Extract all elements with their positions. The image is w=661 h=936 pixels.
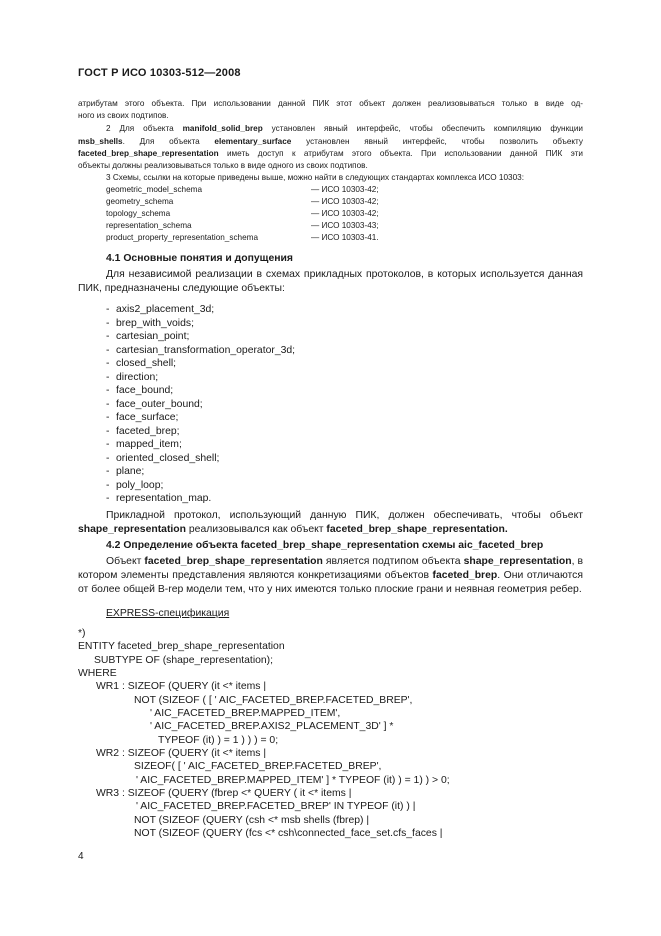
list-item: - closed_shell; <box>106 358 177 369</box>
schema-ref: — ИСО 10303-42; <box>311 185 379 194</box>
term-manifold-solid-brep: manifold_solid_brep <box>182 124 263 133</box>
page-header-title: ГОСТ Р ИСО 10303-512—2008 <box>78 67 241 79</box>
list-item: - representation_map. <box>106 493 212 504</box>
section-4-2-para-line-2: котором элементы представления являются конкретизациями объектов faceted_brep. Они отличаются <box>78 570 583 581</box>
code-line: ' AIC_FACETED_BREP.FACETED_BREP' IN TYPEOF (it) ) | <box>136 801 416 812</box>
note-1-line-1: атрибутам этого объекта. При использовании данной ПИК этот объект должен реализовываться только в виде од- <box>78 99 583 108</box>
code-line: ' AIC_FACETED_BREP.MAPPED_ITEM', <box>150 708 341 719</box>
schema-ref: — ИСО 10303-42; <box>311 209 379 218</box>
code-line: NOT (SIZEOF (QUERY (csh <* msb shells (fbrep) | <box>134 815 370 826</box>
schema-ref: — ИСО 10303-41. <box>311 233 379 242</box>
section-4-2-para-line-1: Объект faceted_brep_shape_representation является подтипом объекта shape_representation, в <box>106 556 584 567</box>
note-1-line-2: ного из своих подтипов. <box>78 111 169 120</box>
code-line: WHERE <box>78 668 117 679</box>
term-msb-shells: msb_shells <box>78 137 123 146</box>
section-4-1-heading: 4.1 Основные понятия и допущения <box>106 253 293 264</box>
section-4-1-para-2-line-1: Прикладной протокол, использующий данную ПИК, должен обеспечивать, чтобы объект <box>106 510 583 521</box>
code-line: SIZEOF( [ ' AIC_FACETED_BREP.FACETED_BREP', <box>134 761 382 772</box>
code-line: *) <box>78 628 86 639</box>
list-item: - face_bound; <box>106 385 174 396</box>
term-elementary-surface: elementary_surface <box>214 137 292 146</box>
list-item: - face_outer_bound; <box>106 398 203 410</box>
list-item: - plane; <box>106 466 145 477</box>
code-line: ' AIC_FACETED_BREP.AXIS2_PLACEMENT_3D' ] * <box>150 721 394 732</box>
code-line: NOT (SIZEOF ( [ ' AIC_FACETED_BREP.FACETED_BREP', <box>134 695 413 706</box>
express-spec-label: EXPRESS-спецификация <box>106 608 230 619</box>
term-faceted-brep-shape-representation: faceted_brep_shape_representation <box>78 149 219 158</box>
code-line: WR3 : SIZEOF (QUERY (fbrep <* QUERY ( it <* items | <box>96 788 352 799</box>
schema-name: geometric_model_schema <box>106 185 203 194</box>
code-line: WR1 : SIZEOF (QUERY (it <* items | <box>96 681 267 692</box>
schema-name: representation_schema <box>106 221 192 230</box>
note-2-line-2: msb_shells. Для объекта elementary_surface установлен явный интерфейс, чтобы позволить объекту <box>78 137 583 146</box>
section-4-1-para-1-line-2: ПИК, предназначены следующие объекты: <box>78 283 285 294</box>
note-2-line-1: 2 Для объекта manifold_solid_brep установлен явный интерфейс, чтобы обеспечить компиляцию функции <box>106 124 584 133</box>
code-line: SUBTYPE OF (shape_representation); <box>94 655 274 666</box>
list-item: - direction; <box>106 371 159 383</box>
list-item: - axis2_placement_3d; <box>106 304 215 315</box>
list-item: - cartesian_transformation_operator_3d; <box>106 344 296 356</box>
schema-ref: — ИСО 10303-43; <box>311 221 379 230</box>
list-item: - mapped_item; <box>106 439 182 450</box>
list-item: - oriented_closed_shell; <box>106 452 220 464</box>
list-item: - face_surface; <box>106 412 179 423</box>
code-line: ENTITY faceted_brep_shape_representation <box>78 641 285 652</box>
code-line: ' AIC_FACETED_BREP.MAPPED_ITEM' ] * TYPEOF (it) ) = 1) ) > 0; <box>136 775 450 786</box>
note-2-line-3: faceted_brep_shape_representation иметь доступ к атрибутам этого объекта. При использовании данной ПИК эти <box>78 149 583 158</box>
list-item: - poly_loop; <box>106 479 164 491</box>
list-item: - faceted_brep; <box>106 425 180 437</box>
code-line: WR2 : SIZEOF (QUERY (it <* items | <box>96 748 267 759</box>
schema-name: product_property_representation_schema <box>106 233 259 242</box>
section-4-1-para-2-line-2: shape_representation реализовывался как объект faceted_brep_shape_representation. <box>78 524 508 535</box>
note-2-line-4: объекты должны реализовываться только в виде одного из своих подтипов. <box>78 161 368 170</box>
objects-list <box>106 303 295 506</box>
list-item: - cartesian_point; <box>106 331 190 342</box>
code-line: TYPEOF (it) ) = 1 ) ) ) = 0; <box>158 735 279 746</box>
section-4-2-heading: 4.2 Определение объекта faceted_brep_shape_representation схемы aic_faceted_brep <box>106 540 544 551</box>
schema-name: geometry_schema <box>106 197 174 206</box>
list-item: - brep_with_voids; <box>106 317 194 329</box>
schema-ref: — ИСО 10303-42; <box>311 197 379 206</box>
code-line: NOT (SIZEOF (QUERY (fcs <* csh\connected_face_set.cfs_faces | <box>134 828 443 839</box>
note-3-line-1: 3 Схемы, ссылки на которые приведены выше, можно найти в следующих стандартах комплекса ИСО 10303: <box>106 173 524 182</box>
section-4-1-para-1-line-1: Для независимой реализации в схемах прикладных протоколов, в которых используется данная <box>106 269 583 280</box>
schema-name: topology_schema <box>106 209 171 218</box>
page-number: 4 <box>78 851 84 862</box>
section-4-2-para-line-3: от более общей B-rep модели тем, что у них имеются только плоские грани и неявная геометрия ребер. <box>78 584 582 595</box>
